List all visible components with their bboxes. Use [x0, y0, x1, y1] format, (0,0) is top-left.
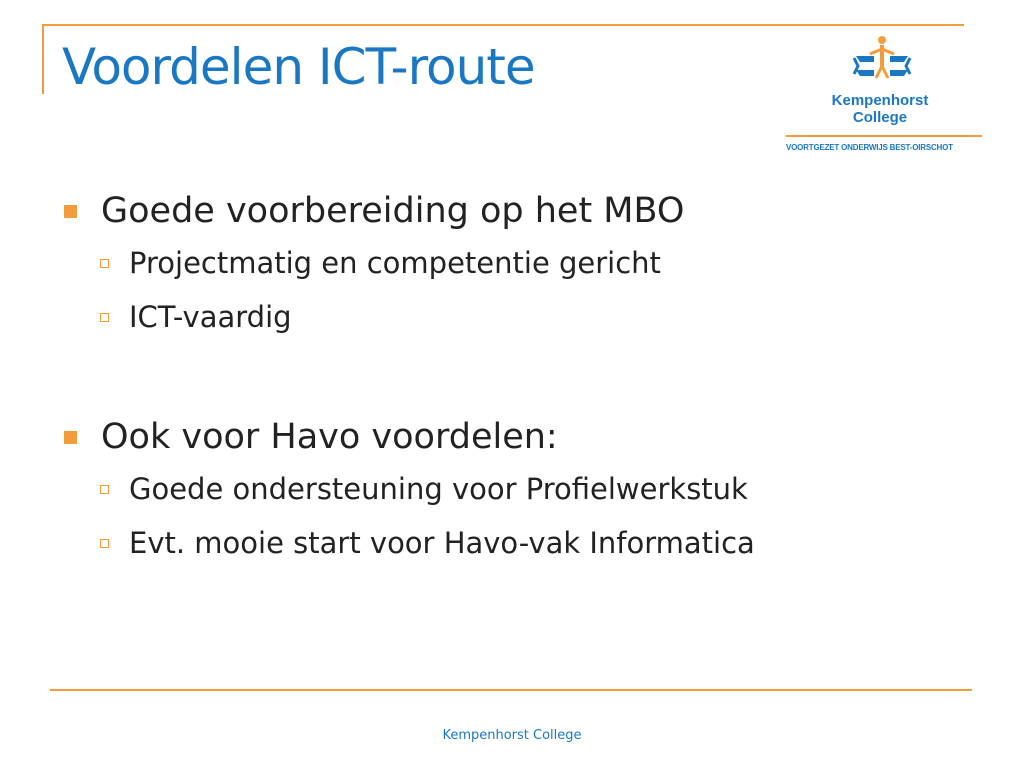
hollow-square-bullet-icon: [100, 313, 109, 322]
logo-tagline: VOORTGEZET ONDERWIJS BEST-OIRSCHOT: [786, 143, 953, 152]
sub-bullet-text: Projectmatig en competentie gericht: [129, 246, 661, 280]
sub-bullet-item: [62, 236, 962, 290]
sub-bullet-text: Goede ondersteuning voor Profielwerkstuk: [129, 472, 748, 506]
hollow-square-bullet-icon: [100, 539, 109, 548]
sub-bullet-text: Evt. mooie start voor Havo-vak Informatica: [129, 526, 755, 560]
school-figure-icon: [852, 34, 912, 88]
bullet-spacer: [62, 344, 962, 412]
hollow-square-bullet-icon: [100, 259, 109, 268]
frame-left-rule: [42, 24, 44, 94]
frame-top-rule: [42, 24, 964, 26]
footer-text: Kempenhorst College: [442, 728, 582, 743]
square-bullet-icon: [64, 205, 77, 218]
sub-bullet-item: [62, 516, 962, 570]
logo-name-line1: Kempenhorst: [831, 92, 929, 109]
slide-title: Voordelen ICT-route: [62, 38, 535, 96]
square-bullet-icon: [64, 431, 77, 444]
bullet-text: Goede voorbereiding op het MBO: [101, 191, 685, 231]
sub-bullet-text: ICT-vaardig: [129, 300, 292, 334]
bullet-item: [62, 412, 962, 462]
logo-name: [782, 92, 978, 126]
logo-name-line2: College: [852, 109, 908, 126]
sub-bullet-item: [62, 462, 962, 516]
school-logo: [782, 34, 982, 164]
footer-rule: [50, 689, 972, 691]
hollow-square-bullet-icon: [100, 485, 109, 494]
bullet-item: [62, 186, 962, 236]
bullet-text: Ook voor Havo voordelen:: [101, 417, 558, 457]
sub-bullet-item: [62, 290, 962, 344]
bullet-list: [62, 186, 962, 570]
logo-divider: [786, 135, 982, 137]
